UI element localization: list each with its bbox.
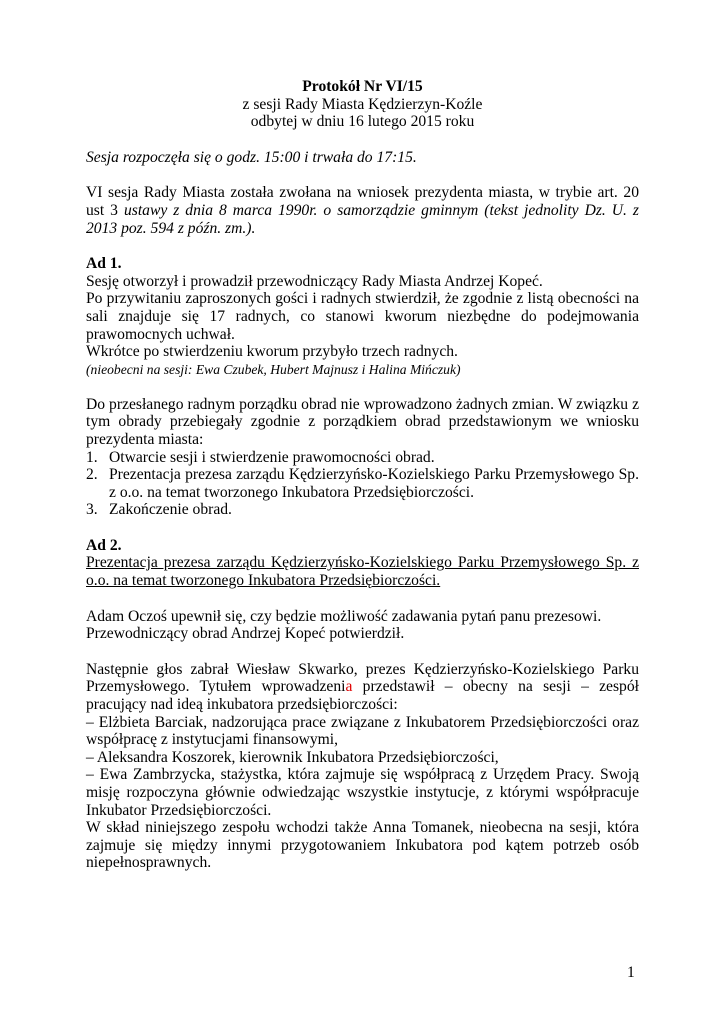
team-member-tomanek: W skład niniejszego zespołu wchodzi także Anna Tomanek, nieobecna na sesji, która zajmuje się między innymi przygotowaniem Inkubatora pod kątem potrzeb osób niepełnosprawnych. (86, 819, 639, 872)
page-number: 1 (627, 964, 635, 981)
ad1-absent-list: (nieobecni na sesji: Ewa Czubek, Hubert Majnusz i Halina Mińczuk) (86, 361, 461, 377)
document-subtitle-session: z sesji Rady Miasta Kędzierzyn-Koźle (242, 95, 483, 113)
ad1-paragraph-quorum: Po przywitaniu zaproszonych gości i radnych stwierdził, że zgodnie z listą obecności na sali znajduje się 17 radnych, co stanowi kworum niezbędne do podejmowania prawomocnych uchwał. (86, 290, 639, 343)
intro-text: VI sesja Rady Miasta została zwołana na wniosek prezydenta miasta, w trybie art. 20 ust 3 (86, 184, 639, 219)
header (86, 78, 639, 131)
agenda-item-text: Zakończenie obrad. (109, 501, 232, 519)
intro-paragraph (86, 184, 639, 237)
agenda-item-number: 2. (86, 466, 98, 484)
ad2-presentation-text-cont: przedstawił – obecny na sesji – zespół pracujący nad ideą inkubatora przedsiębiorczości: (86, 678, 639, 714)
agenda-item-number: 1. (86, 448, 98, 466)
agenda-item (86, 466, 639, 501)
document-title: Protokół Nr VI/15 (302, 78, 423, 95)
agenda-item-text: Prezentacja prezesa zarządu Kędzierzyńsko-Kozielskiego Parku Przemysłowego Sp. z o.o. na temat tworzonego Inkubatora Przedsiębiorczości. (109, 466, 639, 501)
document-body (86, 78, 639, 872)
ad2-confirmation: Przewodniczący obrad Andrzej Kopeć potwierdził. (86, 625, 405, 643)
agenda-item (86, 449, 639, 467)
intro-law-reference: ustawy z dnia 8 marca 1990r. o samorządzie gminnym (tekst jednolity Dz. U. z 2013 poz. 594 z późn. zm.). (86, 201, 639, 237)
ad2-highlighted-letter: a (345, 678, 353, 696)
session-time: Sesja rozpoczęła się o godz. 15:00 i trwała do 17:15. (86, 148, 417, 166)
team-member-zambrzycka: – Ewa Zambrzycka, stażystka, która zajmuje się współpracą z Urzędem Pracy. Swoją misję rozpoczyna głównie odwiedzając wszystkie instytucje, z którymi współpracuje Inkubator Przedsiębiorczości. (86, 766, 639, 819)
ad2-question: Adam Oczoś upewnił się, czy będzie możliwość zadawania pytań panu prezesowi. (86, 607, 602, 625)
ad1-heading: Ad 1. (86, 255, 122, 273)
team-member-barciak: – Elżbieta Barciak, nadzorująca prace związane z Inkubatorem Przedsiębiorczości oraz współpracę z instytucjami finansowymi, (86, 713, 639, 749)
team-member-koszorek: – Aleksandra Koszorek, kierownik Inkubatora Przedsiębiorczości, (86, 748, 499, 766)
agenda-item-text: Otwarcie sesji i stwierdzenie prawomocności obrad. (109, 448, 435, 466)
ad2-presentation-intro (86, 661, 639, 714)
agenda-item-number: 3. (86, 501, 98, 519)
agenda-list (86, 449, 639, 519)
agenda-item (86, 501, 639, 519)
ad1-paragraph-opening: Sesję otworzył i prowadził przewodniczący Rady Miasta Andrzej Kopeć. (86, 272, 543, 290)
agenda-intro: Do przesłanego radnym porządku obrad nie wprowadzono żadnych zmian. W związku z tym obrady przebiegały zgodnie z porządkiem obrad przedstawionym we wniosku prezydenta miasta: (86, 395, 639, 448)
document-subtitle-date: odbytej w dniu 16 lutego 2015 roku (250, 113, 475, 131)
ad2-presentation-text: Następnie głos zabrał Wiesław Skwarko, prezes Kędzierzyńsko-Kozielskiego Parku Przemysłowego. Tytułem wprowadzeni (86, 660, 639, 696)
ad1-paragraph-late-arrivals: Wkrótce po stwierdzeniu kworum przybyło trzech radnych. (86, 343, 458, 361)
ad2-topic: Prezentacja prezesa zarządu Kędzierzyńsko-Kozielskiego Parku Przemysłowego Sp. z o.o. na temat tworzonego Inkubatora Przedsiębiorczości. (86, 554, 639, 590)
ad2-heading: Ad 2. (86, 536, 122, 554)
